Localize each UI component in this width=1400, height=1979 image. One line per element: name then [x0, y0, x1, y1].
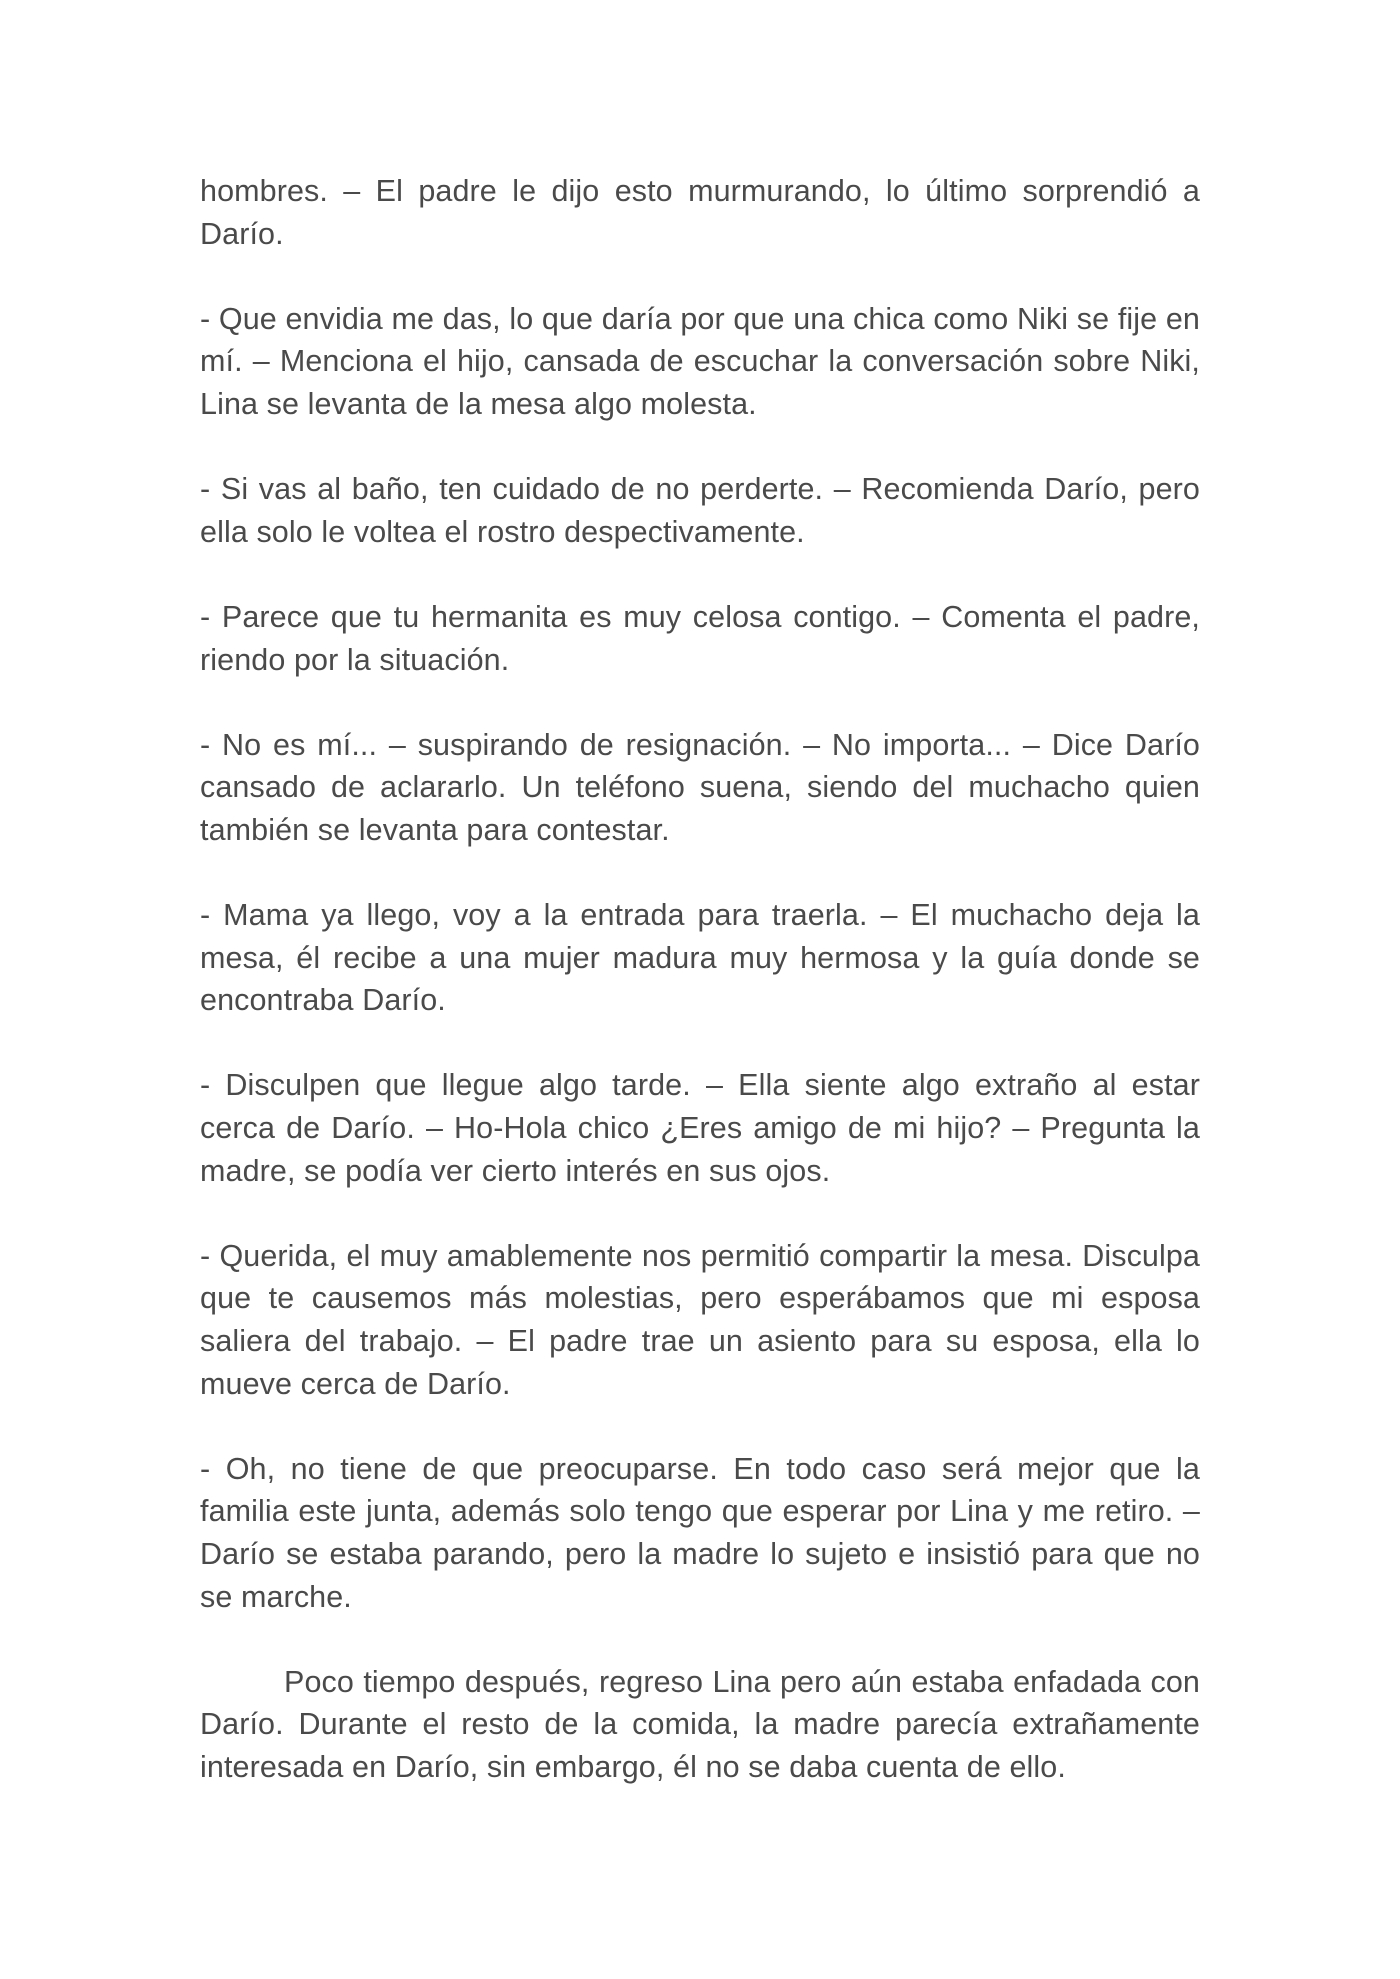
paragraph-8: - Querida, el muy amablemente nos permitió compartir la mesa. Disculpa que te causemos más molestias, pero esperábamos que mi esposa saliera del trabajo. – El padre trae un asiento para su esposa, ella lo mueve cerca de Darío. — [200, 1238, 1200, 1401]
paragraph-5: - No es mí... – suspirando de resignación. – No importa... – Dice Darío cansado de aclararlo. Un teléfono suena, siendo del muchacho quien también se levanta para contestar. — [200, 727, 1200, 847]
paragraph-1: hombres. – El padre le dijo esto murmurando, lo último sorprendió a Darío. — [200, 174, 1200, 251]
paragraph-4: - Parece que tu hermanita es muy celosa contigo. – Comenta el padre, riendo por la situación. — [200, 599, 1200, 677]
paragraph-9: - Oh, no tiene de que preocuparse. En todo caso será mejor que la familia este junta, además solo tengo que esperar por Lina y me retiro. – Darío se estaba parando, pero la madre lo sujeto e insistió para que no se marche. — [200, 1451, 1200, 1614]
paragraph-7: - Disculpen que llegue algo tarde. – Ella siente algo extraño al estar cerca de Darío. – Ho-Hola chico ¿Eres amigo de mi hijo? – Pregunta la madre, se podía ver cierto interés en sus ojos. — [200, 1068, 1200, 1188]
paragraph-10: Poco tiempo después, regreso Lina pero aún estaba enfadada con Darío. Durante el resto de la comida, la madre parecía extrañamente interesada en Darío, sin embargo, él no se daba cuenta de ello. — [200, 1664, 1200, 1784]
paragraph-2: - Que envidia me das, lo que daría por que una chica como Niki se fije en mí. – Menciona el hijo, cansada de escuchar la conversación sobre Niki, Lina se levanta de la mesa algo molesta. — [200, 301, 1200, 421]
paragraph-3: - Si vas al baño, ten cuidado de no perderte. – Recomienda Darío, pero ella solo le voltea el rostro despectivamente. — [200, 472, 1200, 549]
document-page — [200, 170, 1200, 1831]
paragraph-6: - Mama ya llego, voy a la entrada para traerla. – El muchacho deja la mesa, él recibe a una mujer madura muy hermosa y la guía donde se encontraba Darío. — [200, 898, 1200, 1018]
